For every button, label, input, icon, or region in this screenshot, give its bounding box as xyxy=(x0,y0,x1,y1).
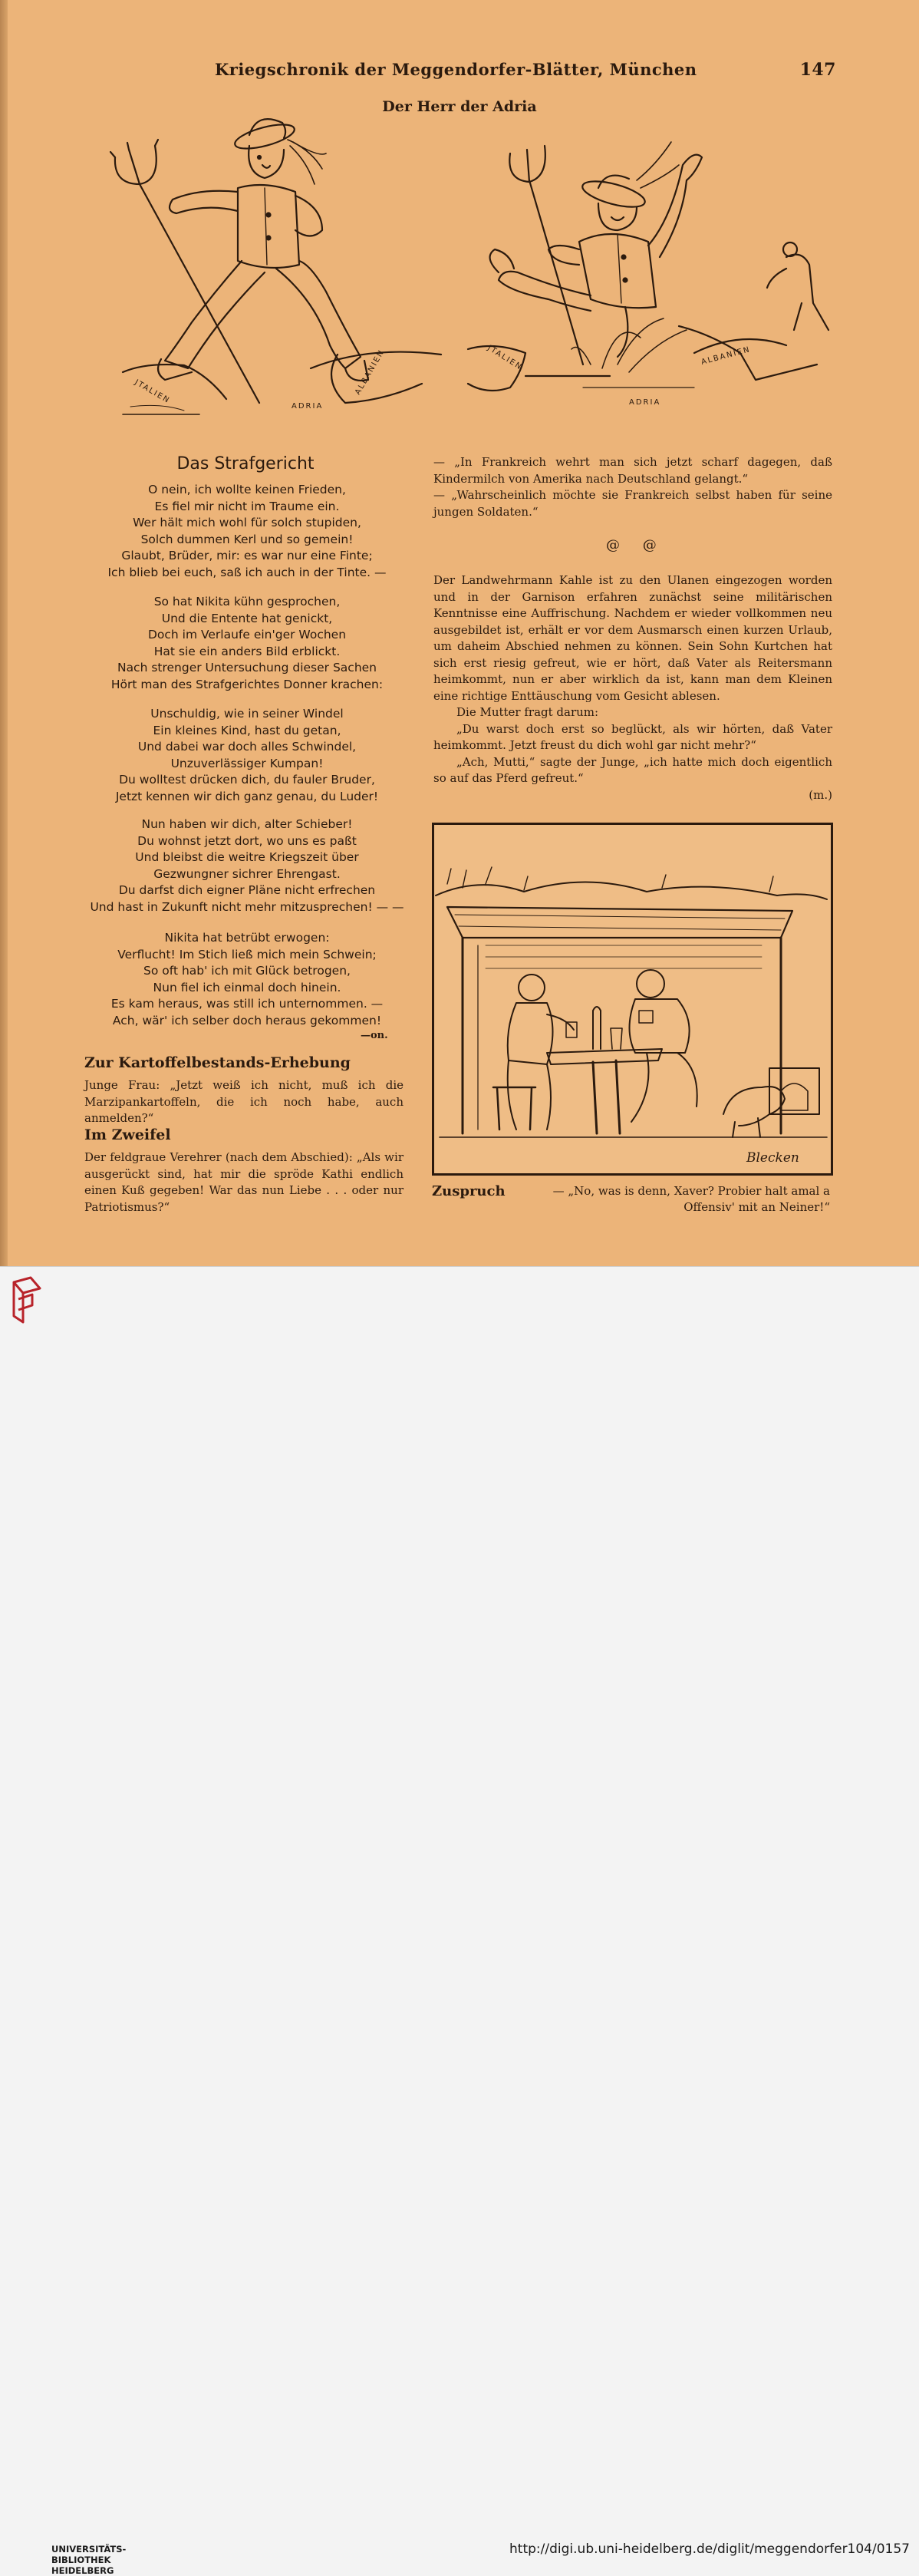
poem-line: Ach, wär' ich selber doch heraus gekommen! xyxy=(112,1013,382,1027)
poem-line: Nun fiel ich einmal doch hinein. xyxy=(153,980,341,994)
poem-line: Glaubt, Brüder, mir: es war nur eine Finte; xyxy=(121,549,373,562)
poem-stanza xyxy=(86,930,408,1029)
poem-line: Und hast in Zukunft nicht mehr mitzusprechen! — — xyxy=(90,899,404,914)
poem-line: Du wolltest drücken dich, du fauler Bruder, xyxy=(119,773,375,787)
poem-stanza xyxy=(86,816,408,915)
poem-line: Und die Entente hat genickt, xyxy=(161,611,333,625)
page-binding-edge xyxy=(0,0,8,1266)
poem-line: Hat sie ein anders Bild erblickt. xyxy=(153,644,341,658)
frankreich-line-1: — „In Frankreich wehrt man sich jetzt scharf dagegen, daß Kindermilch von Amerika nach Deutschland gelangt.“ xyxy=(433,455,832,486)
poem-line: Und dabei war doch alles Schwindel, xyxy=(137,740,357,754)
poem-line: Gezwungner sichrer Ehrengast. xyxy=(153,866,341,881)
library-logo-icon xyxy=(9,1275,44,1325)
poem-line: O nein, ich wollte keinen Frieden, xyxy=(148,483,346,496)
kartoffel-text: Junge Frau: „Jetzt weiß ich nicht, muß ich die Marzipankartoffeln, die ich noch habe, auch anmelden?“ xyxy=(84,1078,404,1125)
cartoon-title: Der Herr der Adria xyxy=(382,98,537,115)
poem-stanza xyxy=(86,706,408,805)
library-line: UNIVERSITÄTS- xyxy=(51,2544,127,2555)
label-adria-left: ADRIA xyxy=(292,402,324,411)
cartoon-left xyxy=(92,115,445,422)
kartoffel-heading: Zur Kartoffelbestands-Erhebung xyxy=(84,1054,351,1071)
frankreich-joke xyxy=(433,454,832,520)
label-italien-left: JTALIEN xyxy=(133,378,172,406)
poem-line: Es fiel mir nicht im Traume ein. xyxy=(154,499,340,513)
footer-bar xyxy=(0,1267,919,2576)
landwehr-story xyxy=(433,572,832,803)
poem-line: Du wohnst jetzt dort, wo uns es paßt xyxy=(137,833,357,848)
zweifel-text: Der feldgraue Verehrer (nach dem Abschied): „Als wir ausgerückt sind, hat mir die spröde Kathi endlich einen Kuß gegeben! War das nun Liebe . . . oder nur Patriotismus?“ xyxy=(84,1150,404,1214)
poem-line: Nun haben wir dich, alter Schieber! xyxy=(141,817,353,831)
poem-line: So hat Nikita kühn gesprochen, xyxy=(153,595,341,609)
poem-line: Nach strenger Untersuchung dieser Sachen xyxy=(117,661,377,675)
frankreich-line-2: — „Wahrscheinlich möchte sie Frankreich selbst haben für seine jungen Soldaten.“ xyxy=(433,488,832,519)
permalink-url[interactable]: http://digi.ub.uni-heidelberg.de/diglit/meggendorfer104/0157 xyxy=(509,2541,910,2557)
caption-label: Zuspruch xyxy=(432,1183,506,1199)
page-number: 147 xyxy=(799,60,836,80)
poem-line: Ein kleines Kind, hast du getan, xyxy=(153,723,341,737)
library-line: HEIDELBERG xyxy=(51,2565,114,2576)
label-albanien-left: ALBANIEN xyxy=(354,348,387,397)
poem-line: Solch dummen Kerl und so gemein! xyxy=(140,532,354,546)
landwehr-paragraph: „Du warst doch erst so beglückt, als wir hörten, daß Vater heimkommt. Jetzt freust du dich wohl gar nicht mehr?“ xyxy=(433,721,832,752)
label-adria-right: ADRIA xyxy=(629,398,661,407)
scanned-page xyxy=(0,0,919,1266)
cartoon-right xyxy=(464,134,832,422)
poem-line: Unschuldig, wie in seiner Windel xyxy=(150,707,344,721)
poem-line: Du darfst dich eigner Pläne nicht erfrechen xyxy=(118,883,376,897)
section-divider-ornament: @ @ xyxy=(606,537,666,553)
library-line: BIBLIOTHEK xyxy=(51,2555,111,2565)
landwehr-paragraph: Der Landwehrmann Kahle ist zu den Ulanen eingezogen worden und in der Garnison erfahren zunächst seine militärischen Kenntnisse eine Auffrischung. Nachdem er wieder vollkommen neu ausgebildet ist, erhält er vor dem Ausmarsch einen kurzen Urlaub, um daheim Abschied nehmen zu können. Sein Sohn Kurtchen hat sich erst riesig gefreut, wie er hört, daß Vater als Reitersmann heimkommt, nun er aber wirklich da ist, kann man dem Kleinen eine richtige Enttäuschung vom Gesicht ablesen. xyxy=(433,573,832,703)
zweifel-heading: Im Zweifel xyxy=(84,1126,171,1143)
poem-stanza xyxy=(86,594,408,693)
landwehr-paragraph: „Ach, Mutti,“ sagte der Junge, „ich hatte mich doch eigentlich so auf das Pferd gefreut.“ xyxy=(433,754,832,785)
running-title: Kriegschronik der Meggendorfer-Blätter, München xyxy=(215,60,697,79)
poem-line: Hört man des Strafgerichtes Donner krachen: xyxy=(110,677,384,691)
landwehr-paragraph: Die Mutter fragt darum: xyxy=(456,705,599,719)
caption-text: — „No, was is denn, Xaver? Probier halt amal a Offensiv' mit an Neiner!“ xyxy=(552,1184,830,1214)
poem-line: Ich blieb bei euch, saß ich auch in der Tinte. — xyxy=(107,565,387,579)
poem-line: Nikita hat betrübt erwogen: xyxy=(164,931,330,945)
poem-stanza xyxy=(86,482,408,581)
landwehr-signature: (m.) xyxy=(809,787,832,802)
poem-line: So oft hab' ich mit Glück betrogen, xyxy=(143,964,351,978)
artist-signature: Blecken xyxy=(746,1150,799,1166)
poem-line: Jetzt kennen wir dich ganz genau, du Luder! xyxy=(115,789,379,803)
library-name xyxy=(51,2544,126,2576)
label-italien-right: JTALIEN xyxy=(486,344,524,372)
poem-line: Doch im Verlaufe ein'ger Wochen xyxy=(147,628,347,642)
poem-line: Es kam heraus, was still ich unternommen. — xyxy=(110,997,384,1011)
poem-line: Unzuverlässiger Kumpan! xyxy=(170,756,324,770)
poem-line: Verflucht! Im Stich ließ mich mein Schwein; xyxy=(117,947,377,961)
poem-line: Wer hält mich wohl für solch stupiden, xyxy=(133,516,361,529)
label-albanien-right: ALBANIEN xyxy=(700,345,752,367)
poem-title: Das Strafgericht xyxy=(176,454,315,473)
cartoon-zuspruch xyxy=(432,823,833,1176)
poem-line: Und bleibst die weitre Kriegszeit über xyxy=(135,850,359,864)
poem-signature: —on. xyxy=(361,1030,388,1041)
